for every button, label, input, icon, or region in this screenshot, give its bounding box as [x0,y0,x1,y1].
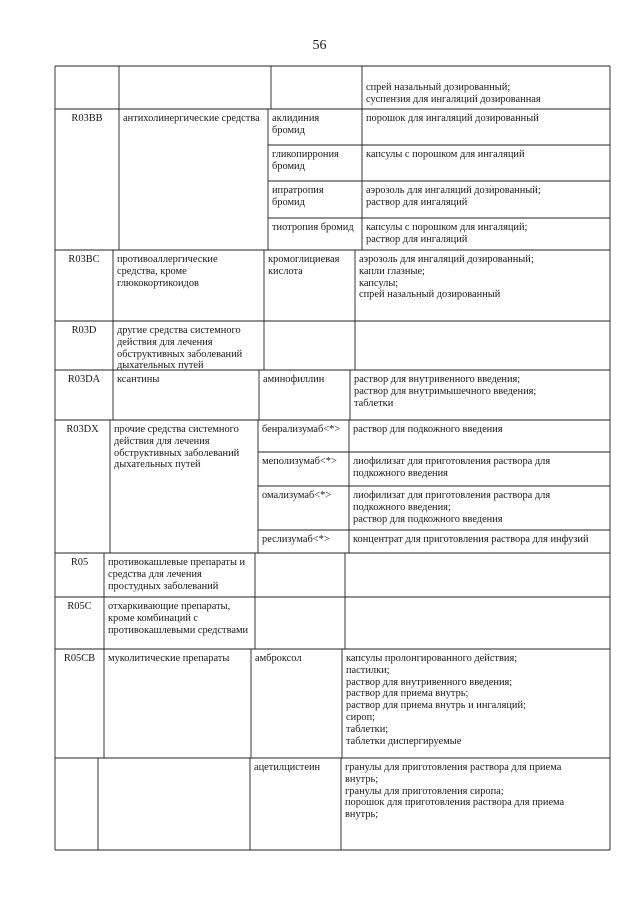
group-name-line: дыхательных путей [114,459,201,471]
dosage-forms-line: аэрозоль для ингаляций дозированный; [366,185,541,196]
group-name [117,254,262,289]
dosage-forms-line: раствор для ингаляций [366,196,468,208]
atc-code: R03D [71,325,97,336]
group-name-line: обструктивных заболеваний [114,447,240,459]
drug-name-line: тиотропия бромид [272,222,354,233]
group-name-line: другие средства системного [117,325,241,336]
dosage-forms-line: порошок для приготовления раствора для приема [345,797,565,809]
drug-name [272,185,360,209]
drug-name [268,254,353,278]
drug-name [262,534,347,546]
dosage-forms [353,456,608,480]
group-name-line: средства для лечения [108,568,202,580]
group-name-line: муколитические препараты [108,653,230,664]
group-name-line: противоаллергические [117,254,218,265]
dosage-forms-line: гранулы для приготовления сиропа; [345,785,504,797]
group-name-line: прочие средства системного [114,424,239,435]
drug-name-line: реслизумаб<*> [262,534,330,545]
dosage-forms-line: спрей назальный дозированный [359,289,501,301]
group-name-line: действия для лечения [114,435,210,447]
drug-name-line: амброксол [255,653,302,664]
dosage-forms [359,254,608,301]
drug-name [272,222,360,234]
drug-name-line: бромид [272,196,305,208]
drug-name-line: аклидиния [272,113,320,124]
dosage-forms [366,82,608,106]
drug-name [254,762,339,774]
group-name-line: средства, кроме [117,265,187,277]
dosage-forms [366,113,608,125]
dosage-forms-line: капли глазные; [359,265,425,277]
group-name-line: противокашлевыми средствами [108,624,249,636]
dosage-forms-line: гранулы для приготовления раствора для приема [345,762,562,773]
dosage-forms-line: раствор для приема внутрь; [346,688,469,700]
group-name-line: антихолинергические средства [123,113,260,124]
group-name-line: противокашлевые препараты и [108,557,246,568]
dosage-forms-line: аэрозоль для ингаляций дозированный; [359,254,534,265]
dosage-forms-line: капсулы с порошком для ингаляций [366,149,525,160]
group-name [108,557,253,592]
group-name-line: действия для лечения [117,336,213,348]
dosage-forms-line: раствор для подкожного введения [353,513,503,525]
drug-name-line: кислота [268,265,303,277]
dosage-forms-line: сироп; [346,711,376,723]
dosage-forms-line: таблетки; [346,723,389,735]
drug-name [272,113,360,137]
drug-name-line: гликопиррония [272,149,339,160]
dosage-forms-line: лиофилизат для приготовления раствора для [353,490,551,501]
dosage-forms-line: раствор для внутривенного введения; [354,374,521,385]
dosage-forms-line: раствор для внутривенного введения; [346,676,513,688]
atc-code: R05 [70,557,89,568]
dosage-forms-line: раствор для подкожного введения [353,424,503,435]
atc-code: R03BB [71,113,103,124]
dosage-forms [366,222,608,246]
dosage-forms [353,424,608,436]
group-name-line: дыхательных путей [117,360,204,372]
dosage-forms [354,374,608,409]
dosage-forms [366,149,608,161]
atc-code: R05CB [63,653,96,664]
dosage-forms-line: раствор для ингаляций [366,233,468,245]
group-name [108,653,249,665]
dosage-forms-line: таблетки [354,397,394,409]
dosage-forms-line: таблетки диспергируемые [346,735,462,747]
dosage-forms-line: раствор для приема внутрь и ингаляций; [346,700,526,712]
group-name [108,601,253,636]
drug-name-line: бромид [272,160,305,172]
dosage-forms-line: концентрат для приготовления раствора для инфузий [353,534,589,545]
drug-name [262,424,347,436]
group-name [117,374,257,386]
dosage-forms-line: капсулы пролонгированного действия; [346,653,518,664]
dosage-forms-line: внутрь; [345,809,379,821]
drug-name-line: меполизумаб<*> [262,456,337,467]
atc-code: R03BC [68,254,100,265]
dosage-forms-line: порошок для ингаляций дозированный [366,113,539,124]
group-name-line: глюкокортикоидов [117,277,199,289]
dosage-forms-line: внутрь; [345,773,379,785]
dosage-forms-line: подкожного введения; [353,501,451,513]
atc-code: R03DA [67,374,101,385]
dosage-forms [366,185,608,209]
dosage-forms [345,762,608,821]
group-name-line: отхаркивающие препараты, [108,601,231,612]
dosage-forms [353,490,608,525]
drug-name [263,374,348,386]
dosage-forms-line: капсулы; [359,277,399,289]
group-name [114,424,256,471]
drug-name [255,653,340,665]
page-number: 56 [312,38,327,53]
dosage-forms-line: капсулы с порошком для ингаляций; [366,222,528,233]
dosage-forms-line: суспензия для ингаляций дозированная [366,93,541,105]
dosage-forms-line: раствор для внутримышечного введения; [354,385,537,397]
group-name-line: простудных заболеваний [108,580,219,592]
group-name [117,325,262,372]
drug-name [262,456,347,468]
drug-name-line: бенрализумаб<*> [262,424,341,435]
dosage-forms [346,653,608,747]
drug-name-line: кромоглициевая [268,254,340,265]
group-name-line: кроме комбинаций с [108,612,199,624]
atc-code: R03DX [66,424,99,435]
drug-name-line: ипратропия [272,185,324,196]
dosage-forms-line: подкожного введения [353,467,448,479]
drug-name-line: бромид [272,124,305,136]
drug-name-line: омализумаб<*> [262,490,332,501]
drug-name [272,149,360,173]
drug-name-line: ацетилцистеин [254,762,321,773]
group-name [123,113,266,125]
atc-code: R05C [67,601,92,612]
group-name-line: обструктивных заболеваний [117,348,243,360]
drug-name-line: аминофиллин [263,374,325,385]
drug-name [262,490,347,502]
dosage-forms-line: спрей назальный дозированный; [366,82,511,93]
dosage-forms-line: лиофилизат для приготовления раствора для [353,456,551,467]
dosage-forms [353,534,608,546]
dosage-forms-line: пастилки; [346,664,390,676]
group-name-line: ксантины [117,374,160,385]
